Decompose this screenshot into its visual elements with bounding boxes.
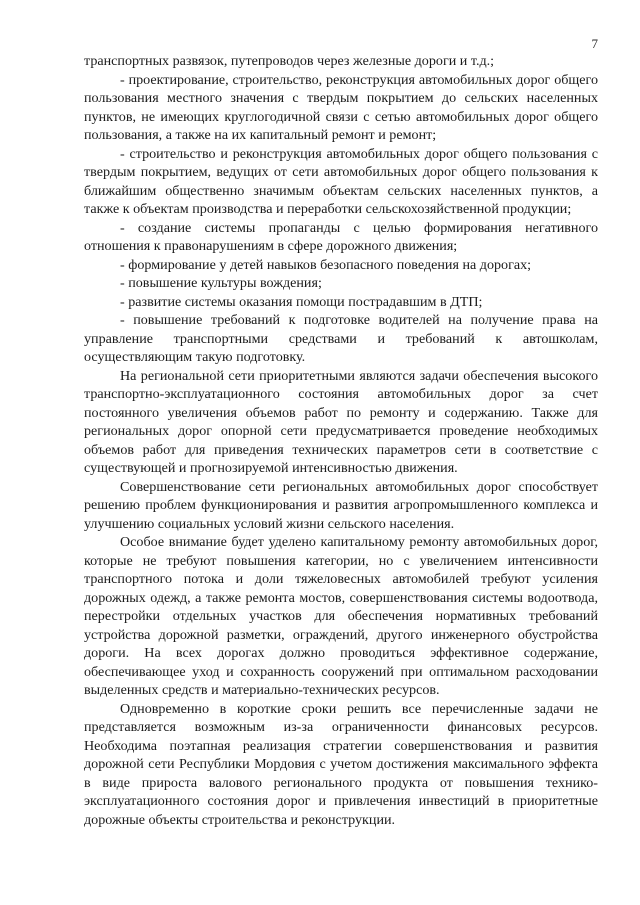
list-item-driving-culture: - повышение культуры вождения;	[120, 275, 322, 291]
list-item-driver-training: - повышение требований к подготовке водителей на получение права на управление транспортными средствами и требований к автошколам, осуществляющим такую подготовку.	[84, 312, 598, 365]
list-item-design-local-roads: - проектирование, строительство, реконструкция автомобильных дорог общего пользования местного значения с твердым покрытием до сельских населенных пунктов, не имеющих круглогодичной связи с сетью автомобильных дорог общего пользования, а также на их капитальный ремонт и ремонт;	[84, 71, 598, 143]
paragraph-network-improvement: Совершенствование сети региональных автомобильных дорог способствует решению проблем функционирования и развития агропромышленного комплекса и улучшению социальных условий жизни сельского населения.	[84, 478, 598, 532]
paragraph-regional-network-priorities: На региональной сети приоритетными являются задачи обеспечения высокого транспортно-эксплуатационного состояния автомобильных дорог за счет постоянного увеличения объемов работ по ремонту и содержанию. Также для региональных дорог опорной сети предусматривается проведение необходимых объемов работ для приведения технических параметров сети в соответствие с существующей и прогнозируемой интенсивностью движения.	[84, 367, 598, 476]
document-body	[84, 52, 598, 829]
list-item-children-safety: - формирование у детей навыков безопасного поведения на дорогах;	[120, 256, 532, 273]
paragraph-continuation: транспортных развязок, путепроводов через железные дороги и т.д.;	[84, 53, 495, 69]
list-item-propaganda-system: - создание системы пропаганды с целью формирования негативного отношения к правонарушениям в сфере дорожного движения;	[84, 219, 598, 254]
paragraph-phased-implementation: Одновременно в короткие сроки решить все перечисленные задачи не представляется возможным из-за ограниченности финансовых ресурсов. Необходима поэтапная реализация стратегии совершенствования и развития дорожной сети Республики Мордовия с учетом достижения максимального эффекта в виде прироста валового регионального продукта от повышения технико-эксплуатационного состояния дорог и привлечения инвестиций в приоритетные дорожные объекты строительства и реконструкции.	[84, 700, 598, 828]
paragraph-capital-repair: Особое внимание будет уделено капитальному ремонту автомобильных дорог, которые не требуют повышения категории, но с увеличением интенсивности транспортного потока и доли тяжеловесных автомобилей требуют усиления дорожных одежд, а также ремонта мостов, совершенствования системы водоотвода, перестройки отдельных участков для обеспечения нормативных требований устройства дорожной разметки, ограждений, другого инженерного обустройства дороги. На всех дорогах должно проводиться эффективное содержание, обеспечивающее уход и сохранность сооружений при оптимальном расходовании выделенных средств и материально-технических ресурсов.	[84, 534, 598, 698]
list-item-victim-assistance: - развитие системы оказания помощи пострадавшим в ДТП;	[120, 293, 483, 310]
page-number: 7	[591, 36, 598, 51]
list-item-construction-roads-to-facilities: - строительство и реконструкция автомобильных дорог общего пользования с твердым покрытием, ведущих от сети автомобильных дорог общего пользования к ближайшим общественно значимым объектам сельских населенных пунктов, а также к объектам производства и переработки сельскохозяйственной продукции;	[84, 145, 598, 217]
